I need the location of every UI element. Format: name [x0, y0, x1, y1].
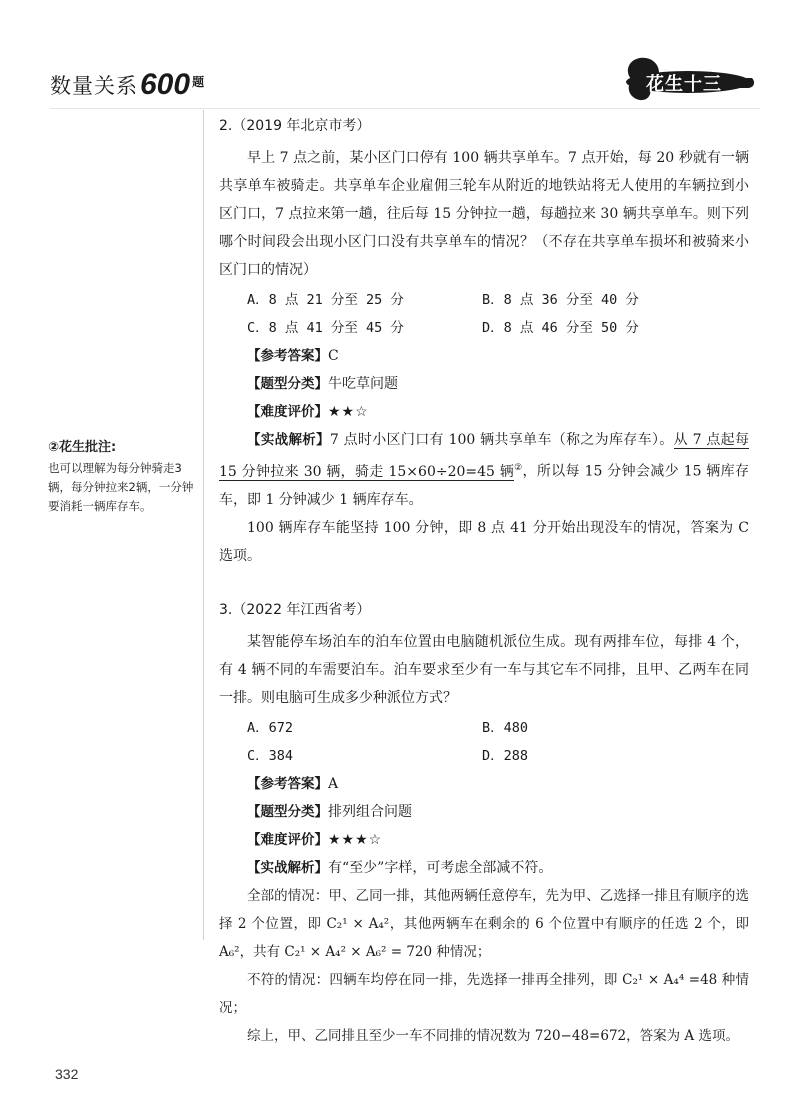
- difficulty-row: [219, 826, 749, 854]
- difficulty-row: [219, 398, 749, 426]
- difficulty-label: 【难度评价】: [247, 831, 328, 848]
- type-value: 牛吃草问题: [328, 376, 398, 392]
- answer-row: [219, 342, 749, 370]
- option-d: D．288: [482, 747, 529, 764]
- answer-label: 【参考答案】: [247, 775, 328, 792]
- analysis-paragraph: 全部的情况：甲、乙同一排，其他两辆任意停车，先为甲、乙选择一排且有顺序的选择 2 个位置，即 C₂¹ × A₄²，其他两辆车在剩余的 6 个位置中有顺序的任选 2 个，即 A₆²，共有 C₂¹ × A₄² × A₆² = 720 种情况；: [219, 887, 749, 960]
- difficulty-label: 【难度评价】: [247, 404, 328, 420]
- brand-logo: [618, 54, 758, 104]
- option-b: B．8 点 36 分至 40 分: [482, 292, 639, 308]
- analysis-paragraph: [219, 426, 749, 514]
- analysis-paragraph: 100 辆库存车能坚持 100 分钟，即 8 点 41 分开始出现没车的情况，答案为 C 选项。: [219, 519, 749, 564]
- brand-name: 花生十三: [646, 74, 722, 95]
- option-b: B．480: [482, 719, 529, 736]
- answer-value: A: [328, 775, 339, 792]
- type-row: [219, 370, 749, 398]
- option-a: A．8 点 21 分至 25 分: [247, 292, 404, 308]
- type-row: [219, 798, 749, 826]
- analysis-paragraph: [219, 854, 749, 882]
- analysis: [219, 854, 749, 1050]
- answer-value: C: [328, 348, 339, 364]
- question-block: [219, 596, 749, 1050]
- book-title-text: 数量关系: [50, 74, 138, 98]
- answer-label: 【参考答案】: [247, 348, 328, 364]
- analysis-label: 【实战解析】: [247, 859, 328, 876]
- main-content: [219, 112, 749, 1050]
- option-c: C．8 点 41 分至 45 分: [247, 320, 404, 336]
- analysis-label: 【实战解析】: [247, 432, 330, 448]
- footnote-marker: ②: [514, 463, 523, 473]
- book-title: [50, 60, 350, 100]
- answer-row: [219, 770, 749, 798]
- analysis-paragraph: 综上，甲、乙同排且至少一车不同排的情况数为 720−48=672，答案为 A 选项。: [247, 1027, 739, 1044]
- book-title-number: 600: [140, 68, 191, 101]
- analysis: [219, 426, 749, 570]
- side-annotation-title: ②花生批注:: [48, 440, 117, 455]
- option-list: [219, 714, 749, 770]
- analysis-underlined: 从 7 点起每 15 分钟拉来 30 辆，骑走 15×60÷20=45 辆: [219, 432, 750, 480]
- side-annotation-text: 也可以理解为每分钟骑走3辆，每分钟拉来2辆，一分钟要消耗一辆库存车。: [48, 461, 194, 513]
- analysis-text: 7 点时小区门口有 100 辆共享单车（称之为库存车）。: [329, 432, 674, 448]
- question-heading: 2.（2019 年北京市考）: [219, 118, 371, 134]
- type-value: 排列组合问题: [328, 803, 412, 820]
- page-number: 332: [55, 1066, 79, 1082]
- book-title-suffix: 题: [192, 75, 205, 89]
- option-list: [219, 286, 749, 342]
- question-heading: 3.（2022 年江西省考）: [219, 601, 371, 618]
- question-stem: 某智能停车场泊车的泊车位置由电脑随机派位生成。现有两排车位，每排 4 个，有 4 辆不同的车需要泊车。泊车要求至少有一车与其它车不同排，且甲、乙两车在同一排。则电脑可生成多少种派位方式？: [219, 633, 749, 706]
- option-a: A．672: [247, 719, 294, 736]
- difficulty-stars: ★★☆: [328, 404, 369, 420]
- question-block: [219, 112, 749, 570]
- difficulty-stars: ★★★☆: [328, 831, 383, 848]
- option-c: C．384: [247, 747, 294, 764]
- header-divider: [50, 108, 760, 109]
- type-label: 【题型分类】: [247, 376, 328, 392]
- side-annotation: [48, 438, 198, 516]
- type-label: 【题型分类】: [247, 803, 328, 820]
- analysis-text: 有“至少”字样，可考虑全部减不符。: [328, 859, 553, 876]
- margin-divider: [203, 110, 204, 940]
- analysis-text-cont: ，所以每 15 分钟会减少 15 辆库存车，即 1 分钟减少 1 辆库存车。: [219, 463, 749, 508]
- question-stem: 早上 7 点之前，某小区门口停有 100 辆共享单车。7 点开始，每 20 秒就有一辆共享单车被骑走。共享单车企业雇佣三轮车从附近的地铁站将无人使用的车辆拉到小区门口，7 点拉来第一趟，往后每 15 分钟拉一趟，每趟拉来 30 辆共享单车。则下列哪个时间段会出现小区门口没有共享单车的情况？（不存在共享单车损坏和被骑来小区门口的情况）: [219, 150, 749, 278]
- analysis-paragraph: 不符的情况：四辆车均停在同一排，先选择一排再全排列，即 C₂¹ × A₄⁴ =48 种情况；: [219, 971, 749, 1016]
- option-d: D．8 点 46 分至 50 分: [482, 320, 639, 336]
